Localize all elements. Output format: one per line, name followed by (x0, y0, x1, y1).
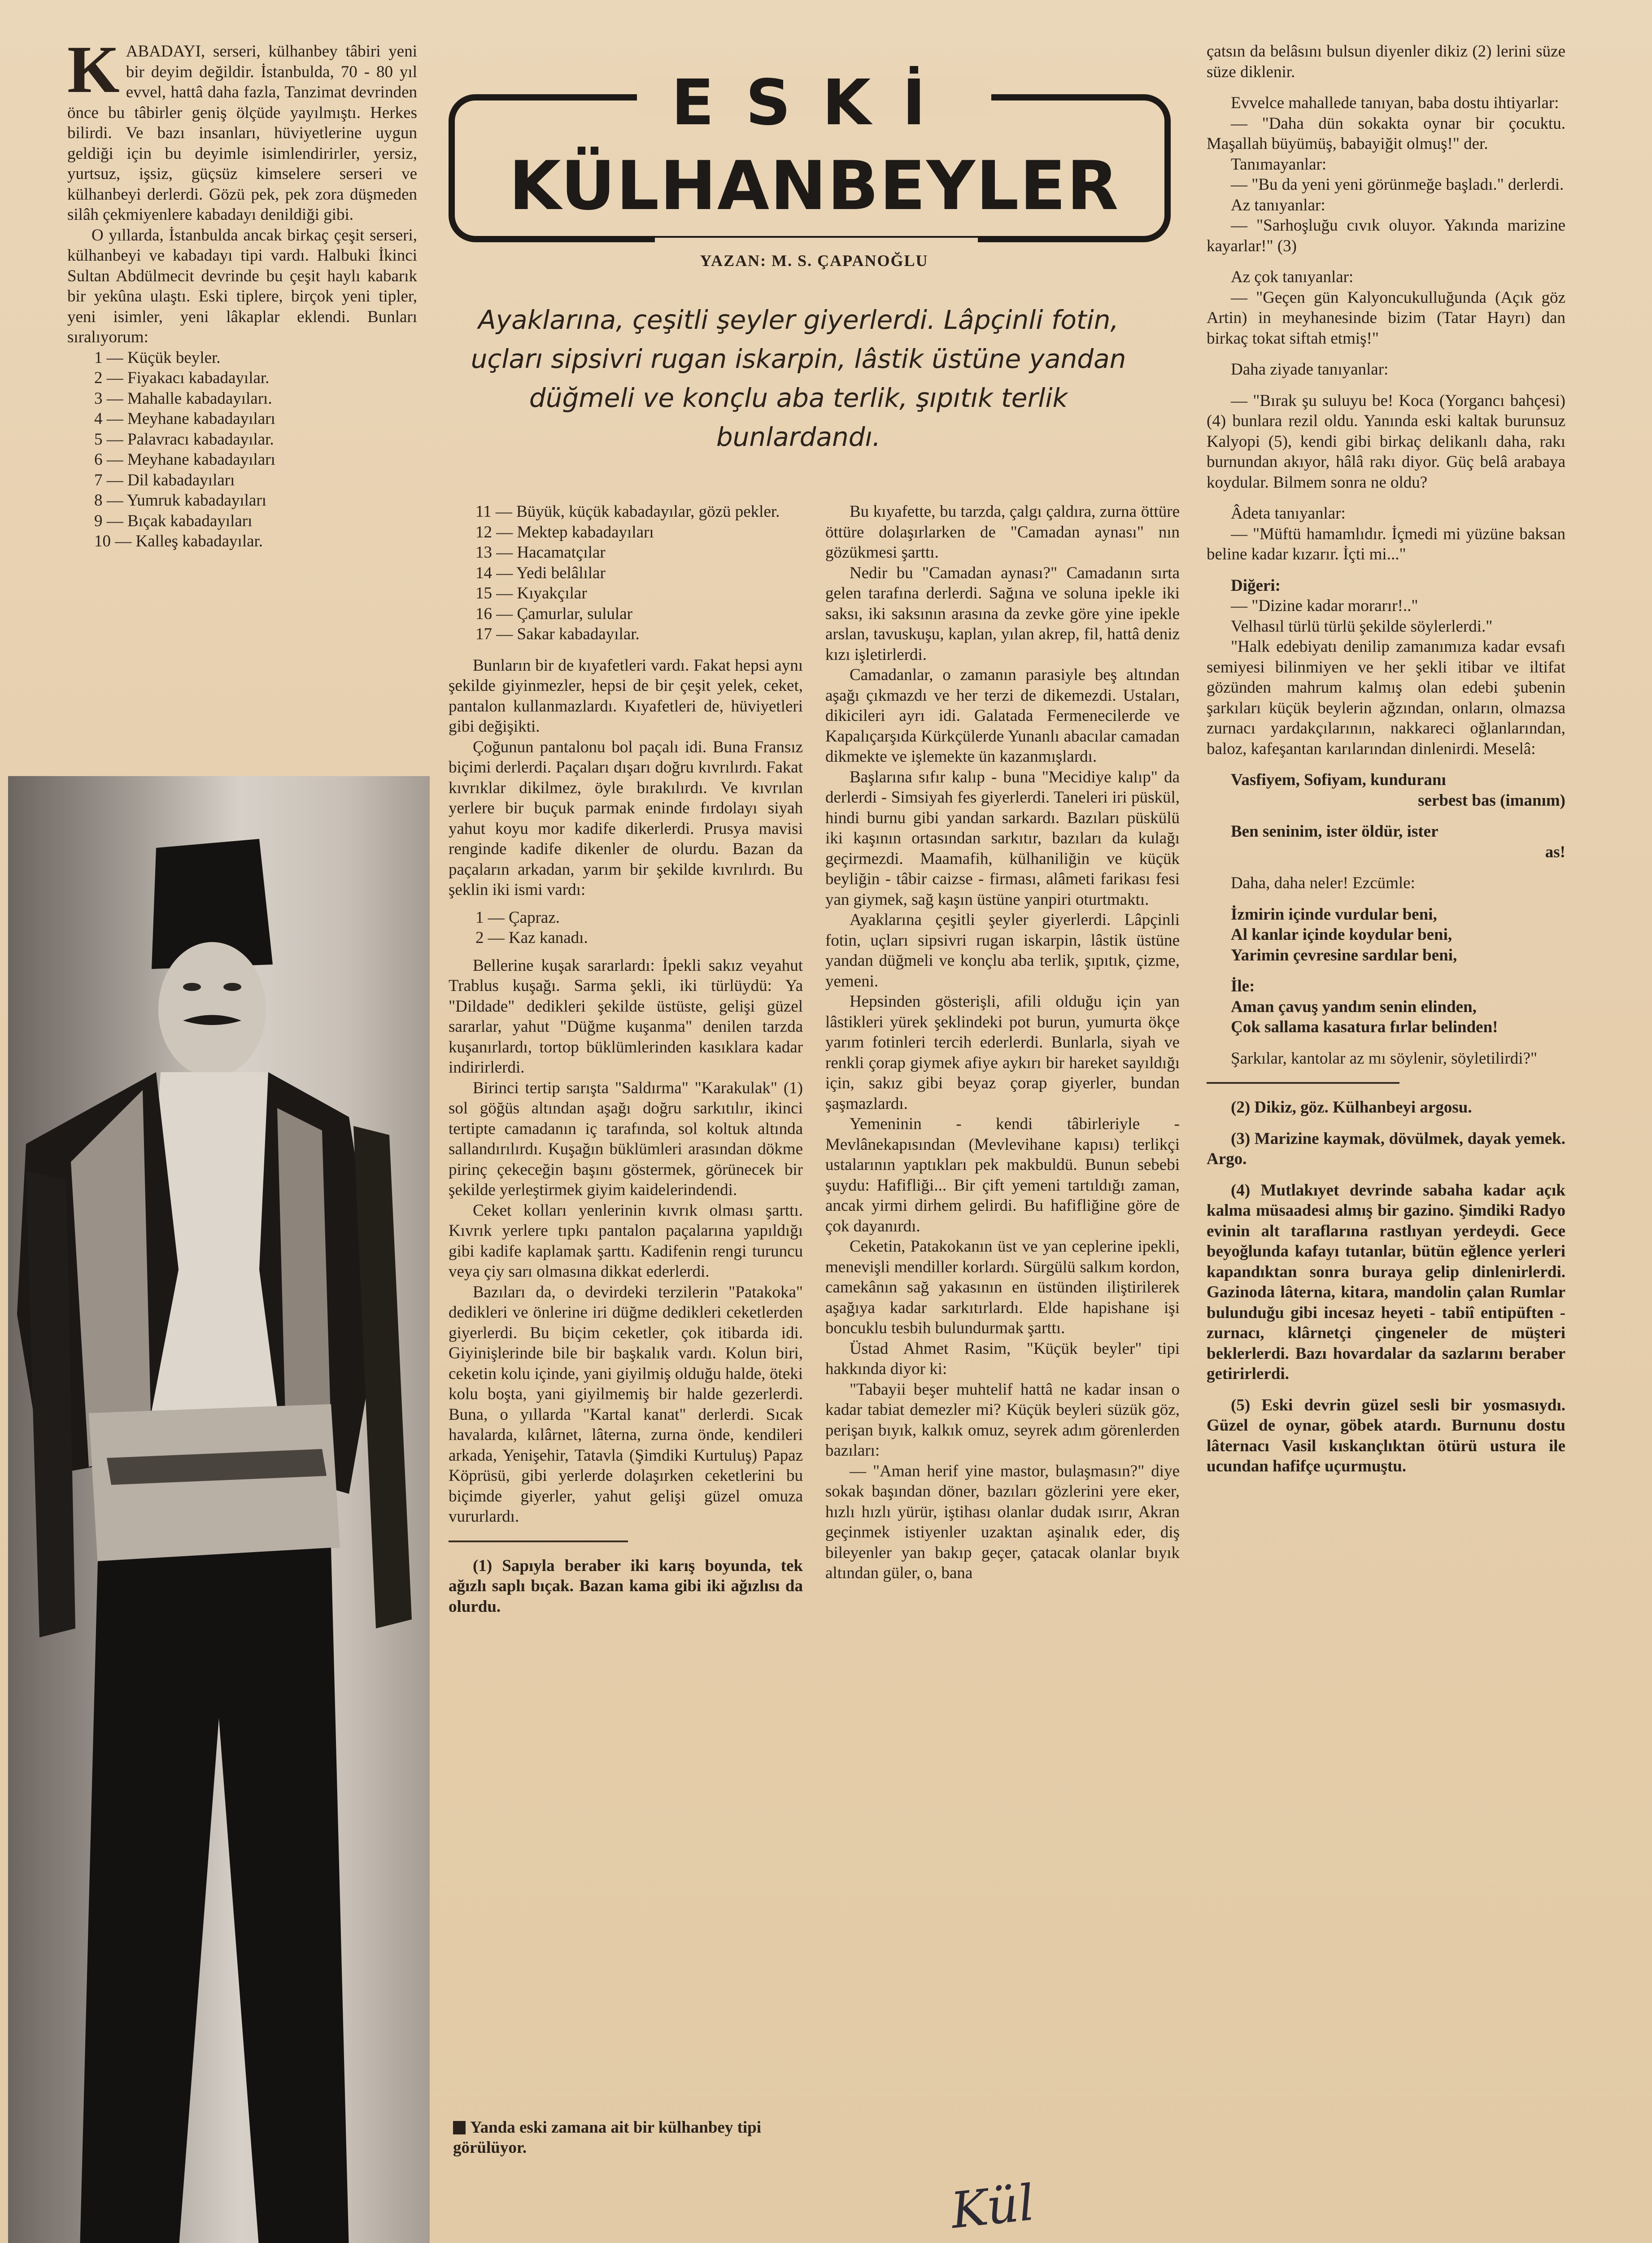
author-byline: YAZAN: M. S. ÇAPANOĞLU (700, 252, 928, 270)
kulhanbey-figure-image (8, 776, 430, 2243)
song-line: Aman çavuş yandım senin elinden, (1231, 997, 1477, 1016)
paragraph: Ayaklarına çeşitli şeyler giyerlerdi. Lâpçinli fotin, uçları sipsivri rugan iskarpin, lâstik üstüne yandan düğmeli ve konçlu aba terlik, şıpıtık, çizme, yemeni. (825, 911, 1180, 991)
title-eski: ESKİ (671, 66, 957, 140)
list-item: 12 — Mektep kabadayıları (475, 523, 654, 541)
paragraph: O yıllarda, İstanbulda ancak birkaç çeşit serseri, külhanbeyi ve kabadayı tipi vardı. Halbuki İkinci Sultan Abdülmecit devrinde bu çeşit haylı kabarık bir yekûna ulaştı. Eski tiplere, birçok yeni tipler, yeni isimler, yeni lâkaplar eklendi. Bunları sıralıyorum: (67, 226, 417, 346)
song-line: Ben seninim, ister öldür, ister (1231, 822, 1438, 841)
list-item: 2 — Fiyakacı kabadayılar. (94, 369, 270, 387)
song-2 (1207, 904, 1565, 966)
paragraph: "Halk edebiyatı denilip zamanımıza kadar evsafı semiyesi bilinmiyen ve her şekli itibar ve iltifat gözünden mahrum kalmış olan edebi şubenin şarkıları küçük beylerin ağzından, onların, olmazsa zurnacı yardakçılarının, nakkareci oğlanlarından, baloz, kafeşantan karılarından dinlenirdi. Meselâ: (1207, 637, 1565, 758)
quote: — "Müftü hamamlıdır. İçmedi mi yüzüne baksan beline kadar kızarır. İçti mi..." (1207, 524, 1565, 563)
paragraph: Daha, daha neler! Ezcümle: (1231, 874, 1415, 892)
list-item: 1 — Küçük beyler. (94, 348, 221, 367)
song-line: Çok sallama kasatura fırlar belinden! (1231, 1018, 1498, 1036)
footnote-1: (1) Sapıyla beraber iki karış boyunda, tek ağızlı saplı bıçak. Bazan kama gibi iki ağızlısı da olurdu. (449, 1556, 803, 1616)
paragraph: Âdeta tanıyanlar: (1231, 504, 1346, 523)
paragraph: — "Aman herif yine mastor, bulaşmasın?" diye sokak başından döner, bazıları gözlerini yere eker, hızlı hızlı yürür, iştihası olanlar dudak ısırır, Akran geçinmek istiyenler uzaktan aşinalık eder, diş bileyenler yan bakıp geçer, çatacak olanlar bıyık altından güler, o, bana (825, 1462, 1180, 1582)
footnote-2: (2) Dikiz, göz. Külhanbeyi argosu. (1231, 1098, 1472, 1117)
list-item: 11 — Büyük, küçük kabadayılar, gözü pekler. (475, 502, 780, 521)
footnote-3: (3) Marizine kaymak, dövülmek, dayak yemek. Argo. (1207, 1129, 1565, 1168)
song-line: Yarimin çevresine sardılar beni, (1231, 946, 1457, 964)
paragraph: Bunların bir de kıyafetleri vardı. Fakat hepsi aynı şekilde giyinmezler, hepsi de bir çeşit yelek, ceket, pantalon kullanmazlardı. Kıyafetleri de, hüviyetleri gibi değişikti. (449, 656, 803, 736)
title-main: KÜLHANBEYLER (509, 147, 1120, 225)
paragraph: Birinci tertip sarışta "Saldırma" "Karakulak" (1) sol göğüs altından aşağı doğru sarkıtılır, ikinci tertipte camadanın iç tarafında, sol koltuk altında sallandırılırdı. Kuşağın büklümleri arasından dökme pirinç çekeceğin başını göstermek, görünecek bir şekilde yerleştirmek giyim kaidelerindendi. (449, 1078, 803, 1199)
photo-caption: Yanda eski zamana ait bir külhanbey tipi görülüyor. (453, 2118, 762, 2157)
paragraph: Yemeninin - kendi tâbirleriyle - Mevlânekapısından (Mevlevihane kapısı) terlikçi ustalarının yaptıkları pek makbuldü. Bunun sebebi şuydu: Hafifliği... Bir çift yemeni tartıldığı zaman, ancak yirmi dirhem gelirdi. Bu hafifliğine göre de çok dayanırdı. (825, 1115, 1180, 1235)
quote: — "Bırak şu suluyu be! Koca (Yorgancı bahçesi) (4) bunlara rezil oldu. Yanında eski kaltak burunsuz Kalyopi (5), kendi gibi birkaç delikanlı daha, rakı burnundan akıyor, hâlâ rakı diyor. Güç belâ arabaya koydular. Bilmem sonra ne oldu? (1207, 391, 1565, 492)
list-item: 2 — Kaz kanadı. (475, 929, 588, 947)
title-block (444, 58, 1184, 270)
paragraph: Hepsinden gösterişli, afili olduğu için yan lâstikleri yürek şeklindeki pot burun, yumurta ökçe yarım fotinleri tercih ederlerdi. Bunlarla, siyah ve renkli çorap giymek afiye aykırı bir hareket sayıldığı için, sakız gibi beyaz çorap giyerler, bundan şaşmazlardı. (825, 992, 1180, 1113)
list-item: 13 — Hacamatçılar (475, 543, 606, 562)
paragraph: Daha ziyade tanıyanlar: (1231, 360, 1389, 379)
list-item: 10 — Kalleş kabadayılar. (94, 532, 263, 550)
caption-bullet-icon (453, 2121, 466, 2134)
list-item: 15 — Kıyakçılar (475, 584, 587, 602)
paragraph: Ceket kolları yenlerinin kıvrık olması şarttı. Kıvrık yerlere tıpkı pantalon paçalarına yapıldığı gibi kadife kaplamak şarttı. Kadifenin rengi turuncu veya çiy sarı olmasına dikkat ederlerdi. (449, 1201, 803, 1281)
list-item: 7 — Dil kabadayıları (94, 471, 235, 489)
paragraph: Az tanıyanlar: (1231, 196, 1325, 214)
list-item: 4 — Meyhane kabadayıları (94, 410, 275, 428)
song-line: as! (1545, 842, 1565, 861)
footnote-rule (449, 1540, 628, 1542)
paragraph: Çoğunun pantalonu bol paçalı idi. Buna Fransız biçimi derlerdi. Paçaları dışarı doğru kıvrılırdı. Fakat kıvrıklar dikilmez, öyle bırakılırdı. Ve kıvrılan yerlere bir buçuk parmak eninde fırdolayı siyah yahut koyu mor kadife dikerlerdi. Prusya mavisi renginde kadife dikenler de olurdu. Bazan da paçaların arkadan, yarım bir şekilde kıvrılırdı. Bu şeklin iki ismi vardı: (449, 737, 803, 899)
list-item: 16 — Çamurlar, sulular (475, 604, 632, 623)
paragraph: Diğeri: (1231, 576, 1281, 595)
song-line: İzmirin içinde vurdular beni, (1231, 905, 1437, 924)
quote: — "Dizine kadar morarır!.." (1231, 597, 1418, 615)
list-item: 14 — Yedi belâlılar (475, 563, 606, 582)
kulhanbey-photo (8, 776, 430, 2243)
list-item: 1 — Çapraz. (475, 908, 560, 927)
column-3 (825, 502, 1180, 1584)
song-3 (1207, 997, 1565, 1038)
song-1 (1207, 770, 1565, 862)
list-item: 5 — Palavracı kabadayılar. (94, 430, 274, 449)
paragraph: "Tabayii beşer muhtelif hattâ ne kadar insan o kadar tabiat demezler mi? Küçük beyleri süzük göz, perişan bıyık, kalkık omuz, seyrek adım görenlerden bazıları: (825, 1380, 1180, 1460)
cut-list (449, 908, 803, 948)
paragraph: Velhasıl türlü türlü şekilde söylerlerdi." (1231, 617, 1493, 636)
paragraph: çatsın da belâsını bulsun diyenler dikiz (2) lerini süze süze diklenir. (1207, 42, 1565, 81)
list-item: 6 — Meyhane kabadayıları (94, 450, 275, 469)
footnote-rule (1207, 1082, 1399, 1084)
list-item: 3 — Mahalle kabadayıları. (94, 389, 272, 408)
subtitle-quote: Ayaklarına, çeşitli şeyler giyerlerdi. Lâpçinli fotin, uçları sipsivri rugan iskarpin, lâstik üstüne yandan düğmeli ve konçlu aba terlik, şıpıtık terlik bunlardandı. (471, 305, 1126, 452)
paragraph: Az çok tanıyanlar: (1231, 268, 1354, 286)
quote: — "Sarhoşluğu cıvık oluyor. Yakında marizine kayarlar!" (3) (1207, 216, 1565, 255)
paragraph: Başlarına sıfır kalıp - buna "Mecidiye kalıp" da derlerdi - Simsiyah fes giyerlerdi. Taneleri iri püskül, hindi burnu gibi yandan sarkardı. Bazıları püskülü iki kaşının ortasından sarkıtır, bazıları da kulağı geçirmezdi. Maamafih, külhaniliğin ve küçük beyliğin - tâbir caizse - firması, alâmeti farikası fesi yan giymek, sağ kaşın üstüne yanpiri oturtmaktı. (825, 768, 1180, 909)
kabadayi-list-cont (449, 502, 803, 645)
paragraph: Camadanlar, o zamanın parasiyle beş altından aşağı çıkmazdı ve her terzi de dikemezdi. Ustaları, dikicileri ayrı idi. Galatada Fermenecilerde ve Kapalıçarşıda Kürkçülerde Yunanlı abacılar camadan dikmekte ve işlemekte ün kazanmışlardı. (825, 666, 1180, 766)
paragraph: Tanımayanlar: (1231, 155, 1327, 174)
paragraph: Nedir bu "Camadan aynası?" Camadanın sırta gelen tarafına derlerdi. Sağına ve soluna ipekle iki saksı, iki saksının arasına da zevke göre yine ipekle arslan, tavuskuşu, kaplan, yılan akrep, fil, hattâ deniz kızı işletirlerdi. (825, 563, 1180, 664)
dropcap: K (67, 32, 120, 107)
footnote-5: (5) Eski devrin güzel sesli bir yosmasıydı. Güzel de oynar, göbek atardı. Burnunu dostu lâternacı Vasil kıskançlıktan ötürü ustura ile ucundan hafifçe uçurmuştu. (1207, 1396, 1565, 1475)
list-item: 9 — Bıçak kabadayıları (94, 511, 253, 530)
kabadayi-list (67, 348, 417, 552)
quote: — "Geçen gün Kalyoncukulluğunda (Açık göz Artin) in meyhanesinde bizim (Tatar Hayrı) dan birkaç tokat siftah etmiş!" (1207, 288, 1565, 348)
list-item: 17 — Sakar kabadayılar. (475, 625, 640, 643)
intro-paragraph: KABADAYI, serseri, külhanbey tâbiri yeni bir deyim değildir. İstanbulda, 70 - 80 yıl evvel, hattâ daha fazla, Tanzimat devrinden önce bu tâbirler geniş ölçüde yayılmıştı. Herkes bilirdi. Ve bazı insanları, hüviyetlerine uygun geldiği için bu deyimle isimlendirirler, yersiz, yurtsuz, işsiz, güçsüz kimselere serseri ve külhanbeyi derlerdi. Gözü pek, pek zora düşmeden silâh çekmiyenlere kabadayı denildiği gibi. (67, 32, 417, 224)
paragraph: Şarkılar, kantolar az mı söylenir, söyletilirdi?" (1231, 1049, 1538, 1068)
paragraph: Ceketin, Patakokanın üst ve yan ceplerine ipekli, menevişli mendiller korlardı. Sürgülü salkım kordon, camekânın sağ yakasının en üstünden iliştirilerek aşağıya kadar sarkıtırlardı. Elde hapishane işi boncuklu tesbih bulundurmak şarttı. (825, 1237, 1180, 1337)
paragraph: Evvelce mahallede tanıyan, baba dostu ihtiyarlar: (1231, 94, 1559, 112)
quote: — "Daha dün sokakta oynar bir çocuktu. Maşallah büyümüş, babayiğit olmuş!" der. (1207, 114, 1565, 153)
paragraph: İle: (1231, 977, 1255, 995)
song-line: Vasfiyem, Sofiyam, kunduranı (1231, 771, 1446, 789)
column-4 (1207, 41, 1565, 1477)
paragraph: Bellerine kuşak sararlardı: İpekli sakız veyahut Trablus kuşağı. Sarma şekli, iki türlüydü: Ya "Dildade" dedikleri şekilde üstüste, gelişi güzel sararlar, yahut "Düğme kuşanma" denilen tarzda kuşanırlardı, tortop büklümlerinden kasıklara kadar indirirlerdi. (449, 956, 803, 1077)
quote: — "Bu da yeni yeni görünmeğe başladı." derlerdi. (1231, 175, 1564, 194)
list-item: 8 — Yumruk kabadayıları (94, 491, 266, 510)
column-2 (449, 502, 803, 1617)
paragraph: Bazıları da, o devirdeki terzilerin "Patakoka" dedikleri ve önlerine iri düğme dedikleri ceketlerden giyerlerdi. Bu biçim ceketler, çok itibarda idi. Giyinişlerinde bile bir başkalık vardı. Kolun biri, ceketin kolu içinde, yani giyilmiş olduğu halde, öteki kolu boşta, yani giyilmemiş bir halde gezerlerdi. Buna, o yıllarda "Kartal kanat" derlerdi. Sıcak havalarda, kılârnet, lâterna, zurna önde, kendileri arkada, Yenişehir, Tatavla (Şimdiki Kurtuluş) Papaz Köprüsü, gibi yerlerde dolaşırken ceketlerini bu biçimde giyerler, yahut gelişi güzel omuza vururlardı. (449, 1283, 803, 1526)
song-line: Al kanlar içinde koydular beni, (1231, 925, 1452, 944)
column-1 (67, 32, 417, 552)
footnote-4: (4) Mutlakıyet devrinde sabaha kadar açık kalma müsaadesi almış bir gazino. Şimdiki Radyo evinin alt taraflarına rastlıyan yerdeydi. Gece beyoğlunda kafayı tutanlar, bütün eğlence yerleri kapandıktan sonra buraya gelip dinlenirlerdi. Gazinoda lâterna, kitara, mandolin çalan Rumlar bulunduğu gibi incesaz heyeti - tabiî entipüften - zurnacı, klârnetçi çingeneler de müşteri beklerlerdi. Bazı hovardalar da sazlarını beraber getirirlerdi. (1207, 1181, 1565, 1383)
paragraph: Bu kıyafette, bu tarzda, çalgı çaldıra, zurna öttüre öttüre dolaşırlarken de "Camadan aynası" nın gözükmesi şarttı. (825, 502, 1180, 562)
paragraph: Üstad Ahmet Rasim, "Küçük beyler" tipi hakkında diyor ki: (825, 1339, 1180, 1378)
song-line: serbest bas (imanım) (1418, 791, 1565, 810)
handwritten-signature: Kül (948, 2173, 1037, 2240)
